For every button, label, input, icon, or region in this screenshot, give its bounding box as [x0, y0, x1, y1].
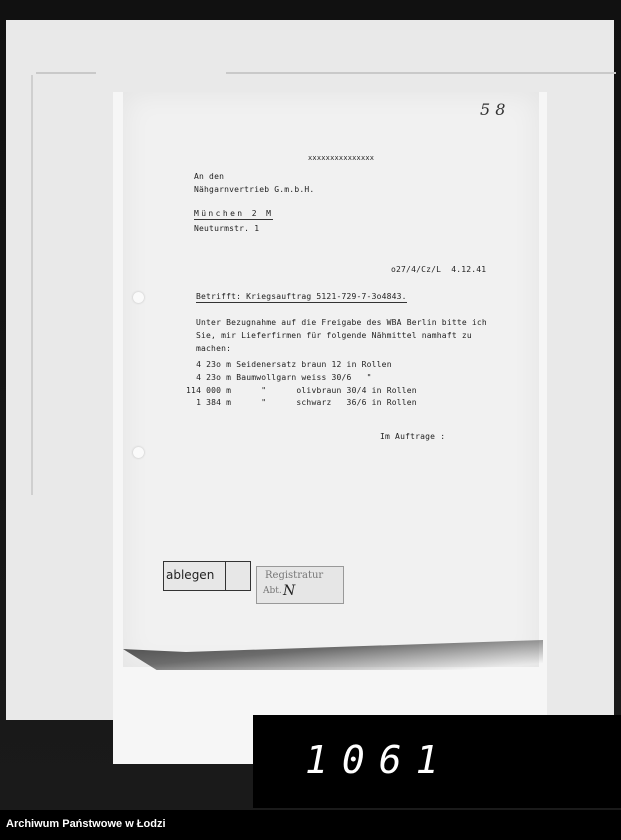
body-line: machen: — [196, 344, 232, 353]
recipient-city: München 2 M — [194, 209, 274, 218]
recipient-company: Nähgarnvertrieb G.m.b.H. — [194, 185, 315, 194]
stamp-field: Abt. — [263, 586, 282, 596]
body-line: Unter Bezugnahme auf die Freigabe des WBA Berlin bitte ich — [196, 318, 487, 327]
stamp-title: Registratur — [265, 570, 324, 581]
item-row: 114 000 m " olivbraun 30/4 in Rollen — [176, 386, 417, 395]
archive-label: Archiwum Państwowe w Łodzi — [6, 818, 166, 830]
reference-date: o27/4/Cz/L 4.12.41 — [391, 265, 487, 274]
recipient-street: Neuturmstr. 1 — [194, 224, 260, 233]
subject-line: Betrifft: Kriegsauftrag 5121-729-7-3o4843. — [196, 292, 407, 301]
redacted-line: xxxxxxxxxxxxxxx — [308, 154, 375, 162]
item-row: 4 23o m Baumwollgarn weiss 30/6 " — [176, 373, 372, 382]
punch-hole — [133, 447, 144, 458]
stamp-ablegen — [163, 561, 251, 591]
closing-line: Im Auftrage : — [380, 432, 446, 441]
board-edge — [36, 72, 96, 74]
handwritten-page-number: 5 8 — [480, 100, 506, 119]
body-line: Sie, mir Lieferfirmen für folgende Nähmittel namhaft zu — [196, 331, 472, 340]
stamp-registratur — [256, 566, 344, 604]
item-row: 4 23o m Seidenersatz braun 12 in Rollen — [176, 360, 392, 369]
handwritten-mark: N — [283, 583, 296, 599]
film-frame-number: 1061 — [305, 738, 453, 782]
board-edge — [31, 75, 33, 495]
board-edge — [226, 72, 616, 74]
stamp-divider — [225, 562, 227, 590]
punch-hole — [133, 292, 144, 303]
stamp-label: ablegen — [166, 568, 215, 582]
recipient-line: An den — [194, 172, 225, 181]
item-row: 1 384 m " schwarz 36/6 in Rollen — [176, 398, 417, 407]
